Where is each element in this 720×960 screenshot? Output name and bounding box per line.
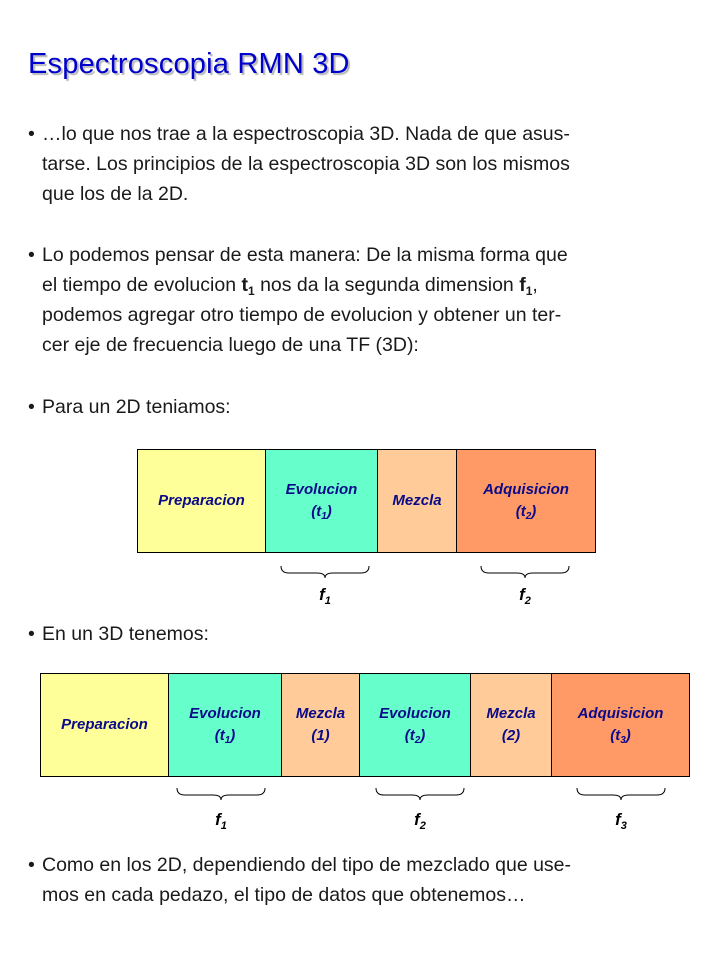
bullet-intro-text [28, 119, 692, 209]
box-label: Adquisicion [483, 481, 569, 498]
bullet-explanation-line-2b: nos da la segunda dimension [254, 274, 520, 296]
bullet-conclusion-line-1: Como en los 2D, dependiendo del tipo de mezclado que use- [42, 854, 572, 876]
bullet-explanation-text [28, 240, 692, 360]
bullet-explanation-line-4: cer eje de frecuencia luego de una TF (3D): [42, 334, 419, 356]
box-sublabel-start: (t [404, 727, 415, 744]
label-f2-2d [505, 585, 545, 605]
bullet-intro-line-2: tarse. Los principios de la espectroscopia 3D son los mismos [42, 153, 570, 175]
box-sublabel-start: (t [515, 503, 526, 520]
box-sublabel [610, 725, 631, 747]
box-sublabel-end: ) [531, 503, 537, 520]
f-letter: f [319, 585, 325, 604]
brace-f2-3d [375, 787, 465, 801]
box-mezcla-2 [471, 674, 552, 776]
box-sublabel-start: (t [311, 503, 322, 520]
bullet-conclusion-line-2: mos en cada pedazo, el tipo de datos que obtenemos… [42, 884, 526, 906]
brace-f1-3d [176, 787, 266, 801]
bullet-explanation-line-2a: el tiempo de evolucion [42, 274, 242, 296]
box-sublabel-end: ) [230, 727, 236, 744]
bullet-dot: • [28, 396, 35, 418]
box-label: Adquisicion [577, 705, 664, 722]
f-subscript: 1 [220, 820, 227, 832]
bullet-explanation-line-3: podemos agregar otro tiempo de evolucion y obtener un ter- [42, 304, 562, 326]
box-adquisicion-t2 [457, 450, 595, 552]
box-preparacion [41, 674, 169, 776]
box-subscript: 2 [414, 735, 421, 746]
box-sublabel [215, 725, 236, 747]
bullet-conclusion [28, 850, 692, 910]
t-letter: t [241, 274, 248, 296]
box-adquisicion-t3 [552, 674, 689, 776]
brace-f3-3d [576, 787, 666, 801]
f-letter: f [519, 585, 525, 604]
box-label: Mezcla [486, 705, 536, 722]
f1-symbol [519, 274, 532, 296]
bullet-3d-text: En un 3D tenemos: [42, 623, 209, 645]
box-label: Preparacion [61, 716, 148, 733]
bullet-intro-line-3: que los de la 2D. [42, 183, 189, 205]
f-subscript: 3 [620, 820, 627, 832]
box-sublabel [311, 501, 332, 523]
box-sublabel-end: ) [326, 503, 332, 520]
box-subscript: 1 [321, 511, 327, 522]
box-label: Evolucion [379, 705, 451, 722]
bullet-2d-text: Para un 2D teniamos: [42, 396, 231, 418]
bullet-explanation-line-1: Lo podemos pensar de esta manera: De la misma forma que [42, 244, 568, 266]
bullet-intro [28, 119, 692, 209]
box-label: Evolucion [189, 705, 261, 722]
pulse-sequence-2d [137, 449, 596, 553]
box-sublabel: (2) [501, 727, 521, 744]
bullet-dot: • [28, 854, 35, 876]
box-sublabel [405, 725, 426, 747]
box-mezcla-1 [282, 674, 360, 776]
box-evolucion-t1 [266, 450, 378, 552]
bullet-2d [28, 392, 692, 422]
label-f3-3d [601, 810, 641, 830]
bullet-intro-line-1: …lo que nos trae a la espectroscopia 3D. Nada de que asus- [42, 123, 570, 145]
t1-symbol [241, 274, 254, 296]
box-label: Mezcla [295, 705, 346, 722]
label-f1-2d [305, 585, 345, 605]
box-sublabel-end: ) [420, 727, 426, 744]
f-letter: f [615, 810, 621, 829]
f-subscript: 1 [324, 595, 331, 607]
label-f1-3d [201, 810, 241, 830]
box-sublabel: (1) [311, 727, 330, 744]
brace-f1-2d [280, 565, 370, 579]
box-sublabel-start: (t [610, 727, 621, 744]
f-subscript: 2 [524, 595, 531, 607]
t-subscript: 1 [247, 284, 255, 298]
pulse-sequence-3d [40, 673, 690, 777]
box-subscript: 3 [620, 735, 626, 746]
label-f2-3d [400, 810, 440, 830]
box-preparacion [138, 450, 266, 552]
f-letter: f [414, 810, 420, 829]
bullet-conclusion-text [28, 850, 692, 910]
box-evolucion-t2 [360, 674, 471, 776]
f-letter: f [215, 810, 221, 829]
box-sublabel-end: ) [625, 727, 631, 744]
brace-f2-2d [480, 565, 570, 579]
box-label: Mezcla [392, 492, 442, 509]
bullet-dot: • [28, 244, 35, 266]
comma: , [532, 274, 538, 296]
bullet-3d [28, 619, 692, 649]
f-subscript: 1 [525, 284, 533, 298]
bullet-explanation [28, 240, 692, 360]
box-subscript: 2 [525, 511, 532, 522]
box-evolucion-t1 [169, 674, 282, 776]
f-subscript: 2 [419, 820, 426, 832]
box-mezcla [378, 450, 457, 552]
box-sublabel-start: (t [214, 727, 225, 744]
bullet-dot: • [28, 623, 35, 645]
page-title: Espectroscopia RMN 3D [28, 48, 350, 80]
bullet-dot: • [28, 123, 35, 145]
box-subscript: 1 [224, 735, 231, 746]
box-sublabel [516, 501, 537, 523]
f-letter: f [519, 274, 526, 296]
box-label: Evolucion [285, 481, 358, 498]
box-label: Preparacion [158, 492, 245, 509]
